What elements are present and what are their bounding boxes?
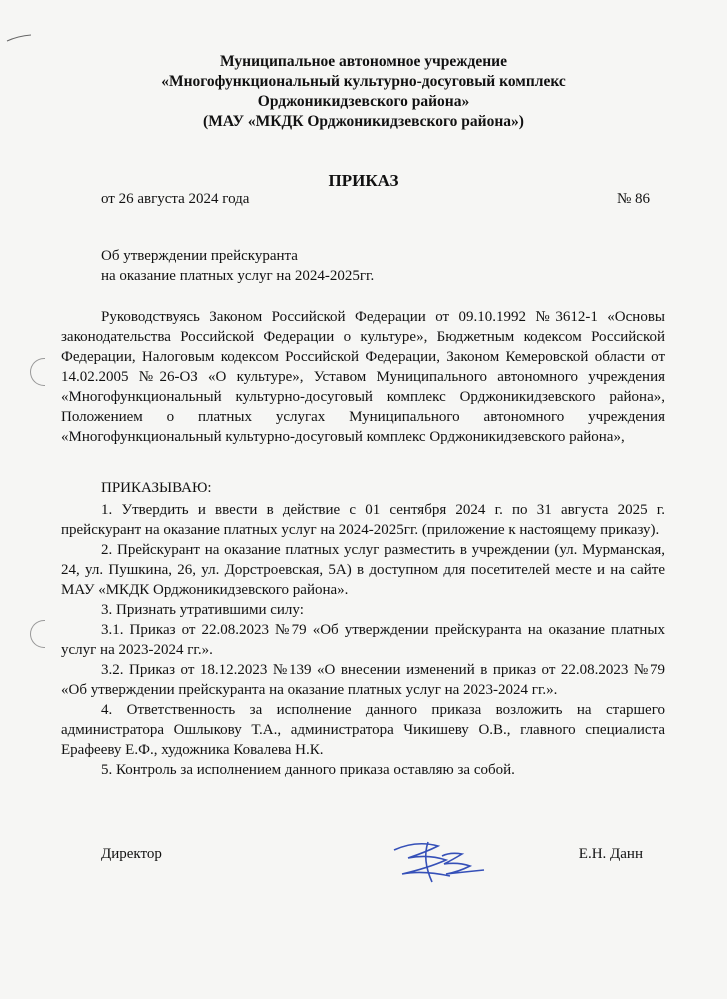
organization-header	[60, 52, 667, 132]
header-line: Орджоникидзевского района»	[257, 93, 470, 110]
header-line: (МАУ «МКДК Орджоникидзевского района»)	[203, 113, 524, 130]
order-item: 3. Признать утратившими силу:	[101, 602, 304, 618]
signer-name: Е.Н. Данн	[578, 846, 643, 862]
punch-hole-mark	[30, 358, 45, 386]
order-item: 3.1. Приказ от 22.08.2023 №79 «Об утверждении прейскуранта на оказание платных услуг на 2023-2024 гг.».	[61, 622, 665, 658]
header-line: «Многофункциональный культурно-досуговый комплекс	[161, 73, 566, 90]
handwritten-signature	[388, 836, 498, 886]
subject-line: на оказание платных услуг на 2024-2025гг.	[101, 268, 375, 284]
order-item: 3.2. Приказ от 18.12.2023 №139 «О внесении изменений в приказ от 22.08.2023 №79 «Об утверждении прейскуранта на оказание платных услуг на 2023-2024 гг.».	[61, 662, 665, 698]
order-item: 4. Ответственность за исполнение данного приказа возложить на старшего администратора Ошлыкову Т.А., администратора Чикишеву О.В., главного специалиста Ерафееву Е.Ф., художника Ковалева Н.К.	[61, 702, 665, 758]
document-number: № 86	[616, 191, 650, 207]
punch-hole-mark	[30, 620, 45, 648]
document-subject	[101, 246, 374, 286]
orders-heading: ПРИКАЗЫВАЮ:	[101, 480, 212, 496]
preamble-block	[61, 307, 665, 447]
order-item: 2. Прейскурант на оказание платных услуг разместить в учреждении (ул. Мурманская, 24, ул. Пушкина, 26, ул. Дорстроевская, 5А) в доступном для посетителей месте и на сайте МАУ «МКДК Орджоникидзевского района».	[61, 542, 665, 598]
corner-pen-mark	[6, 34, 32, 42]
order-item: 1. Утвердить и ввести в действие с 01 сентября 2024 г. по 31 августа 2025 г. прейскурант на оказание платных услуг на 2024-2025гг. (приложение к настоящему приказу).	[61, 502, 665, 538]
subject-line: Об утверждении прейскуранта	[101, 248, 298, 264]
document-title: ПРИКАЗ	[328, 171, 399, 190]
order-items	[61, 500, 665, 780]
signer-role: Директор	[101, 846, 162, 862]
preamble-paragraph: Руководствуясь Законом Российской Федерации от 09.10.1992 №3612-1 «Основы законодательства Российской Федерации о культуре», Бюджетным кодексом Российской Федерации, Налоговым кодексом Российской Федерации, Законом Кемеровской области от 14.02.2005 №26-ОЗ «О культуре», Уставом Муниципального автономного учреждения «Многофункциональный культурно-досуговый комплекс Орджоникидзевского района», Положением о платных услугах Муниципального автономного учреждения «Многофункциональный культурно-досуговый комплекс Орджоникидзевского района»,	[61, 309, 665, 445]
document-date: от 26 августа 2024 года	[101, 191, 250, 207]
header-line: Муниципальное автономное учреждение	[219, 53, 507, 70]
order-item: 5. Контроль за исполнением данного приказа оставляю за собой.	[101, 762, 515, 778]
